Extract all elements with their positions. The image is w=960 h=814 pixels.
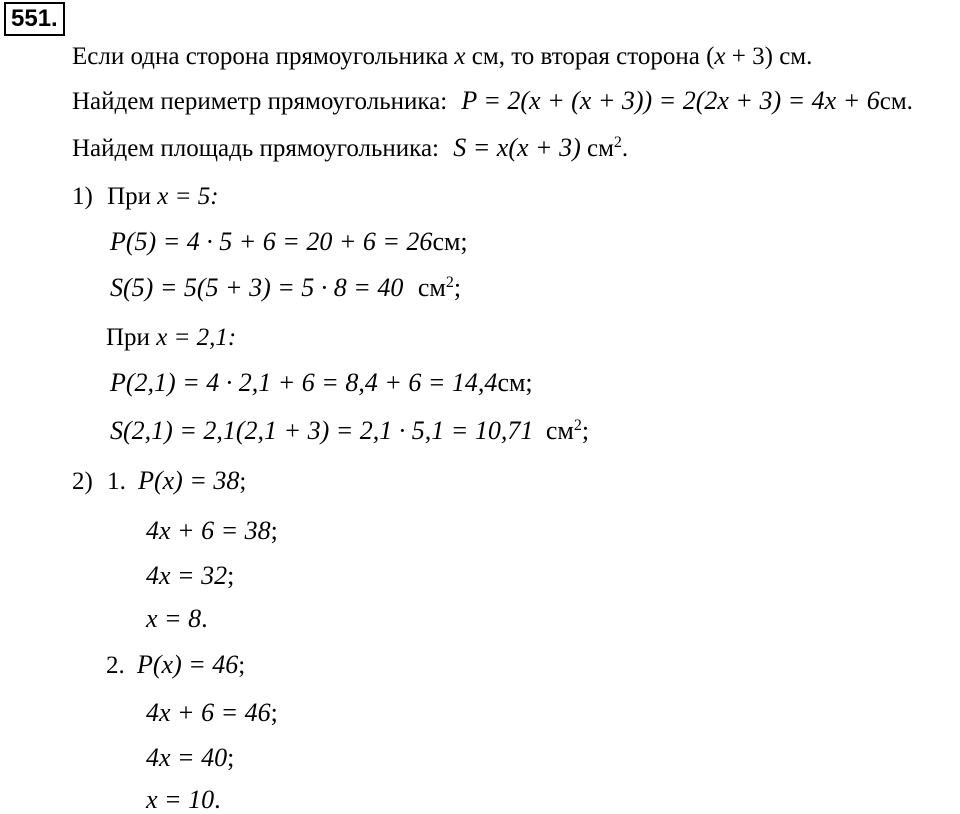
perimeter-at-2-1 [110,370,533,396]
perimeter-at-5-unit: см; [432,227,468,256]
area-at-2-1-expr: S(2,1) = 2,1(2,1 + 3) = 2,1 · 5,1 = 10,71 [110,416,534,445]
area-at-2-1-semicolon: ; [581,416,590,445]
sub1-label: 1. [107,468,126,495]
equation-1b [146,563,234,589]
equation-2a-semicolon: ; [270,698,278,727]
area-at-5-exponent: 2 [445,274,454,291]
intro-line-1-var: x [454,43,466,70]
case1-label: При [107,183,152,210]
area-at-5-unit: см [417,273,446,302]
part1-label: 1) [72,183,93,210]
equation-2b [146,745,234,771]
equation-1-semicolon: ; [239,468,247,495]
equation-2c [146,787,221,813]
part1-header [72,184,219,209]
equation-1a-expr: 4x + 6 = 38 [146,516,271,545]
equation-2c-period: . [214,785,221,814]
equation-1: P(x) = 38 [138,466,240,495]
equation-2b-semicolon: ; [227,743,235,772]
intro-line-2-text: Найдем периметр прямоугольника: [72,88,448,115]
case2-header [106,325,236,350]
area-at-2-1-exponent: 2 [573,417,582,434]
area-formula: S = x(x + 3) [453,133,581,162]
area-at-5-expr: S(5) = 5(5 + 3) = 5 · 8 = 40 [110,273,404,302]
part2-header [72,468,246,494]
sub2-header [106,652,245,678]
equation-2-semicolon: ; [238,652,246,679]
area-at-2-1 [110,418,589,444]
equation-1b-semicolon: ; [227,561,235,590]
equation-1a-semicolon: ; [270,516,278,545]
case2-label: При [106,324,150,351]
part2-label: 2) [72,468,93,495]
intro-line-1-mid: см, то вторая сторона ( [471,43,715,70]
intro-line-1-end: + 3) см. [731,43,813,70]
intro-line-1 [72,44,812,69]
equation-1a [146,518,278,544]
perimeter-at-2-1-unit: см; [497,368,533,397]
intro-line-1-x: x [714,43,726,70]
intro-line-2 [72,88,913,114]
area-unit-exponent: 2 [613,134,622,151]
intro-line-1-text: Если одна сторона прямоугольника [72,43,449,70]
equation-2: P(x) = 46 [137,650,239,679]
perimeter-formula: P = 2(x + (x + 3)) = 2(2x + 3) = 4x + 6 [461,86,880,115]
equation-2c-expr: x = 10 [146,785,215,814]
equation-2b-expr: 4x = 40 [146,743,228,772]
perimeter-at-5 [110,229,468,255]
area-unit: см [586,135,614,162]
intro-line-3-text: Найдем площадь прямоугольника: [72,135,439,162]
area-at-5-semicolon: ; [453,273,462,302]
equation-1c [146,606,208,632]
equation-2a-expr: 4x + 6 = 46 [146,698,271,727]
perimeter-at-2-1-expr: P(2,1) = 4 · 2,1 + 6 = 8,4 + 6 = 14,4 [110,368,498,397]
sub2-label: 2. [106,652,125,679]
equation-1c-period: . [201,604,208,633]
area-at-2-1-unit: см [545,416,574,445]
problem-number: 551. [4,2,65,36]
perimeter-at-5-expr: P(5) = 4 · 5 + 6 = 20 + 6 = 26 [110,227,433,256]
equation-2a [146,700,278,726]
equation-1b-expr: 4x = 32 [146,561,228,590]
case1-condition: x = 5: [157,183,219,210]
perimeter-unit: см. [879,88,913,115]
intro-line-3 [72,135,628,161]
area-at-5 [110,275,461,301]
intro-line-3-period: . [621,135,629,162]
case2-condition: x = 2,1: [156,324,237,351]
equation-1c-expr: x = 8 [146,604,202,633]
